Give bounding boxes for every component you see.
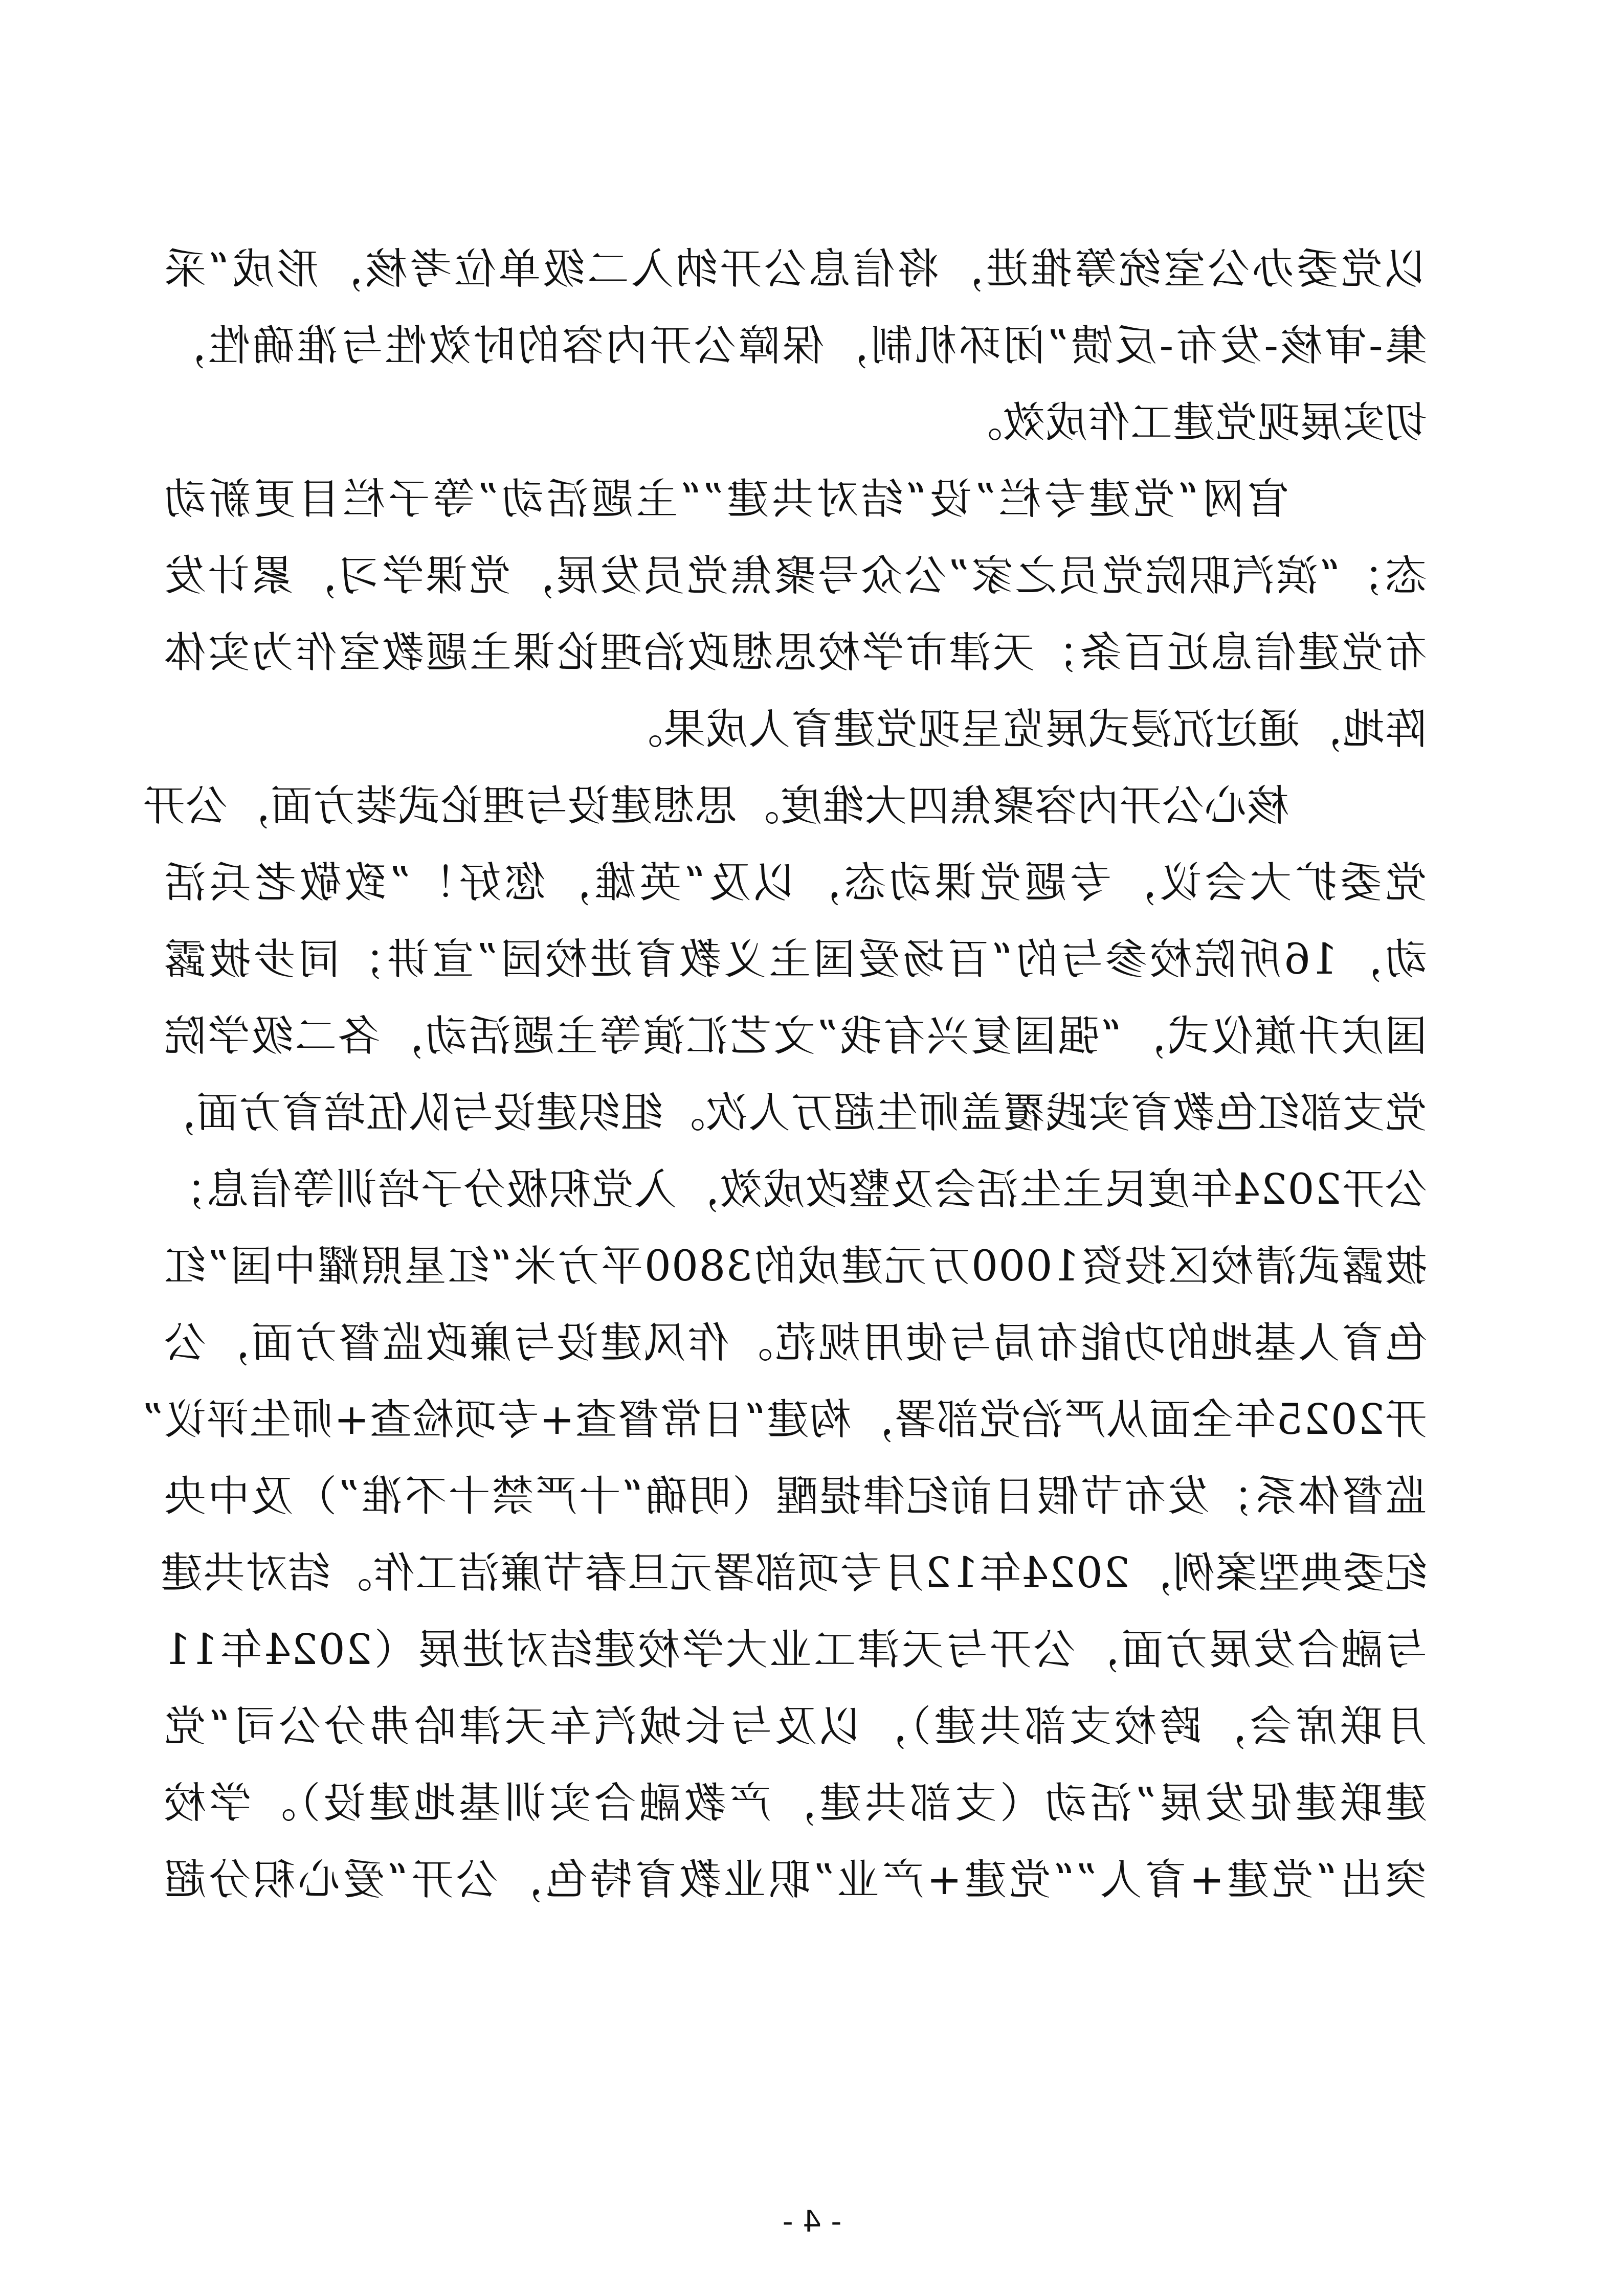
text-line: 公开2024年度民主生活会及整改成效，入党积极分子培训等信息；	[164, 1165, 1427, 1214]
text-line: 以党委办公室统筹推进，将信息公开纳入二级单位考核，形成“采	[164, 245, 1427, 294]
text-line: 与融合发展方面，公开与天津工业大学校建结对进展（2024年11	[164, 1626, 1427, 1674]
text-line: 阵地，通过沉浸式展览呈现党建育人成果。	[620, 705, 1427, 754]
text-line: 布党建信息近百条；天津市学校思想政治理论课主题教室作为实体	[164, 628, 1427, 677]
text-line: 开2025年全面从严治党部署，构建“日常督查+专项检查+师生评议”	[142, 1395, 1427, 1444]
text-line: 披露武清校区投资1000万元建成的3800平方米“红星照耀中国”红	[164, 1242, 1427, 1291]
text-line: 月联席会，跨校支部共建），以及与长城汽车天津哈弗分公司“党	[164, 1702, 1427, 1751]
text-line: 态；“滨汽职院党员之家”公众号聚焦党员发展，党课学习，累计发	[164, 552, 1427, 600]
text-line: 监督体系；发布节假日前纪律提醒（明确“十严禁十不准”）及中央	[164, 1472, 1427, 1521]
text-line: 集-审核-发布-反馈”闭环机制，保障公开内容的时效性与准确性，	[164, 322, 1427, 370]
text-line: 动，16所院校参与的“百场爱国主义教育进校园”宣讲；同步披露	[164, 935, 1427, 984]
text-line: 突出“党建+育人”“党建+产业”职业教育特色，公开“爱心积分超	[164, 1856, 1427, 1904]
page-number: - 4 -	[782, 2204, 842, 2239]
text-line: 建联建促发展”活动（支部共建，产教融合实训基地建设）。学校	[164, 1779, 1427, 1828]
text-line: 色育人基地的功能布局与使用规范。作风建设与廉政监督方面，公	[164, 1319, 1427, 1367]
paragraph-first-line: 官网“党建专栏”设“结对共建”“主题活动”等子栏目更新动	[164, 475, 1289, 524]
paragraph-first-line: 核心公开内容聚焦四大维度。思想建设与理论武装方面，公开	[142, 782, 1289, 830]
text-line: 切实展现党建工作成效。	[960, 398, 1427, 447]
text-line: 党委扩大会议，专题党课动态，以及“英雄，您好！”致敬老兵活	[164, 859, 1427, 907]
text-line: 党支部红色教育实践覆盖师生超万人次。组织建设与队伍培育方面，	[153, 1089, 1427, 1137]
text-line: 纪委典型案例，2024年12月专项部署元旦春节廉洁工作。结对共建	[160, 1549, 1427, 1597]
text-line: 国庆升旗仪式，“强国复兴有我”文艺汇演等主题活动，各二级学院	[164, 1012, 1427, 1061]
